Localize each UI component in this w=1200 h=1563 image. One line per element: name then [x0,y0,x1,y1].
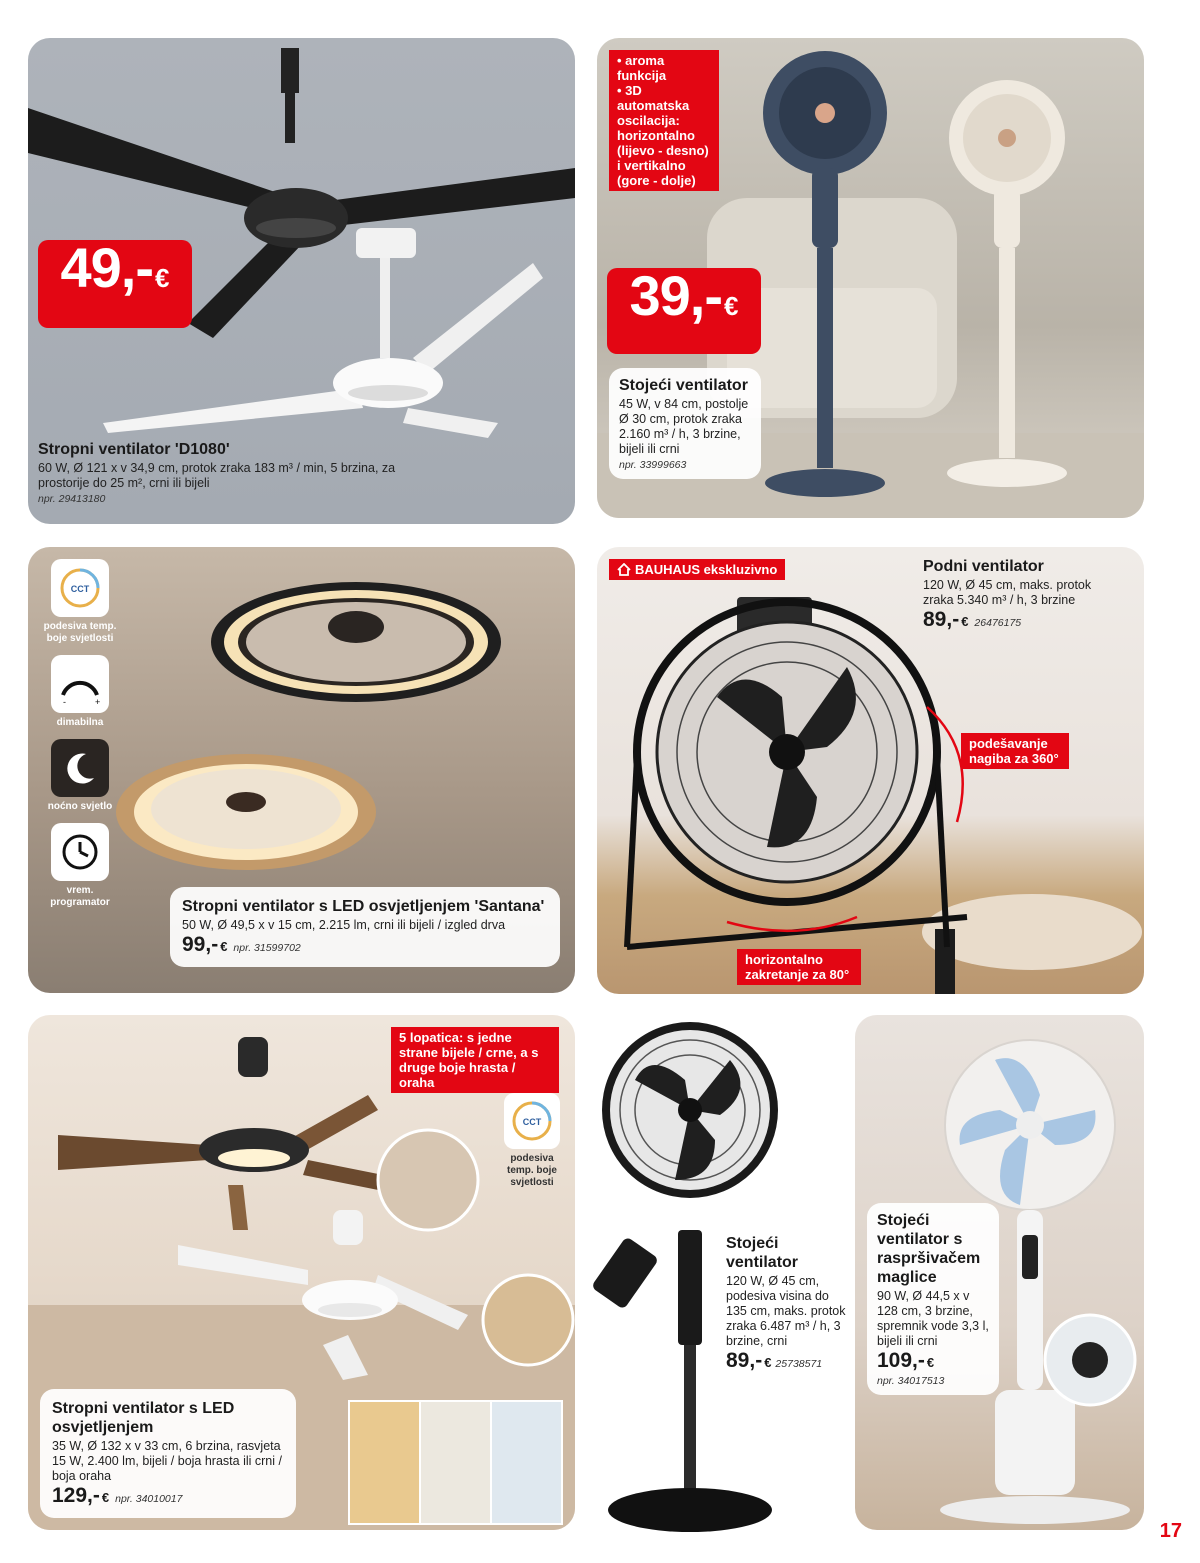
exclusive-tag [609,559,785,580]
price-badge-d1080 [38,236,192,328]
svg-text:-: - [63,697,66,707]
info-stand-fan-1 [609,368,761,479]
price-badge-value: 49,- [60,236,154,299]
moon-icon [51,739,109,797]
product-title: Stropni ventilator 'D1080' [38,441,230,458]
product-title: Stropni ventilator s LED osvjetljenjem [52,1400,235,1436]
icon-caption: dimabilna [56,717,104,728]
icon-caption: noćno svjetlo [47,801,113,812]
product-panel-d1080 [28,38,575,524]
product-stand-fan-2 [580,1020,850,1540]
tilt-label: podešavanje nagiba za 360° [961,733,1069,769]
product-title: Stojeći ventilator [619,377,748,394]
price-row [182,933,548,957]
product-description: 45 W, v 84 cm, postolje Ø 30 cm, protok zraka 2.160 m³ / h, 3 brzine, bijeli ili crni [619,397,749,456]
timer-icon [51,823,109,881]
currency: € [101,1490,110,1505]
icon-caption: vrem. programator [50,885,110,908]
price: 99,- [182,933,219,956]
price: 89,- [923,608,960,631]
info-led-fan [40,1389,296,1518]
price: 109,- [877,1349,925,1372]
price-row [923,608,1123,632]
feature-icons [40,559,120,919]
currency: € [926,1355,935,1370]
product-title: Stropni ventilator s LED osvjetljenjem 'Santana' [182,898,545,915]
exclusive-label: BAUHAUS ekskluzivno [635,562,778,577]
icon-caption: podesiva temp. boje svjetlosti [43,621,117,644]
currency: € [220,939,228,954]
product-panel-santana [28,547,575,993]
price-row [726,1349,846,1373]
product-description: 50 W, Ø 49,5 x v 15 cm, 2.215 lm, crni ili bijeli / izgled drva [182,918,506,932]
page-number: 17 [1159,1520,1182,1542]
product-title: Stojeći ventilator [726,1235,799,1271]
product-title: Stojeći ventilator s raspršivačem maglice [877,1212,981,1286]
product-description: 90 W, Ø 44,5 x v 128 cm, 3 brzine, spremnik vode 3,3 l, bijeli ili crni [877,1289,989,1348]
dimmer-icon [51,655,109,713]
product-description: 35 W, Ø 132 x v 33 cm, 6 brzina, rasvjeta 15 W, 2.400 lm, bijeli / boja hrasta ili crni / boja oraha [52,1439,282,1483]
house-icon [617,563,631,576]
price-badge-value: 39,- [629,264,723,327]
price-row [877,1349,989,1373]
info-mist-fan [867,1203,999,1395]
info-santana [170,887,560,967]
product-panel-led-fan [28,1015,575,1530]
cct-icon [51,559,109,617]
price: 129,- [52,1484,100,1507]
product-title: Podni ventilator [923,558,1044,575]
svg-text:+: + [95,697,101,707]
product-panel-stand-fan-1 [597,38,1144,518]
info-stand-fan-2 [726,1234,846,1373]
currency: € [961,614,969,629]
product-panel-floor-fan [597,547,1144,994]
info-floor-fan [923,557,1123,632]
article-number: 26476175 [974,617,1022,629]
article-number: npr. 34010017 [115,1493,183,1505]
features-tag [609,50,719,191]
icon-caption: podesiva temp. boje svjetlosti [506,1153,557,1188]
product-description: 120 W, Ø 45 cm, podesiva visina do 135 cm, maks. protok zraka 6.487 m³ / h, 3 brzine, crni [726,1274,846,1348]
price-badge-currency: € [724,291,739,321]
price-badge-stand-fan-1 [607,264,761,354]
article-number: npr. 34017513 [877,1375,945,1387]
svg-text:CCT: CCT [522,1117,542,1127]
price-row [52,1484,284,1508]
currency: € [764,1355,772,1370]
article-number: 25738571 [775,1358,823,1370]
article-number: npr. 31599702 [233,942,301,954]
feature-oscillation: • 3D automatska oscilacija: horizontalno (lijevo - desno) i vertikalno (gore - dolje) [617,83,709,188]
cct-icon [504,1093,560,1149]
price-badge-currency: € [155,263,170,293]
blades-note: 5 lopatica: s jedne strane bijele / crne, a s druge boje hrasta / oraha [391,1027,559,1093]
cct-badge [501,1093,563,1199]
feature-aroma: • aroma funkcija [617,53,667,83]
rotate-label: horizontalno zakretanje za 80° [737,949,861,985]
article-number: npr. 29413180 [38,493,106,505]
price: 89,- [726,1349,763,1372]
product-description: 60 W, Ø 121 x v 34,9 cm, protok zraka 183 m³ / min, 5 brzina, za prostorije do 25 m², crni ili bijeli [38,461,396,490]
article-number: npr. 33999663 [619,459,687,471]
product-panel-mist-fan [855,1015,1144,1530]
product-description: 120 W, Ø 45 cm, maks. protok zraka 5.340 m³ / h, 3 brzine [923,578,1092,607]
svg-text:CCT: CCT [70,584,90,594]
info-d1080 [38,440,418,505]
